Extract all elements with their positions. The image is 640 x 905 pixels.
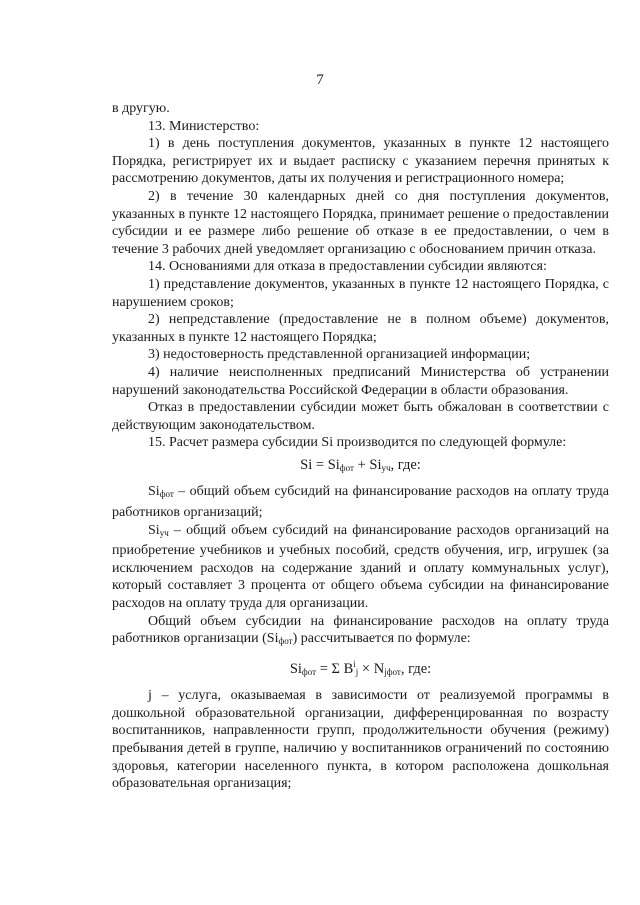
formula-si-fot-eq-sum: = Σ B — [316, 660, 354, 677]
paragraph-total-volume-tail: ) рассчитывается по формуле: — [292, 631, 471, 647]
formula-si — [112, 457, 609, 478]
definition-si-uch-text: – общий объем субсидий на финансирование расходов организаций на приобретение учебников и учебных пособий, средств обучения, игр, игрушек (за исключением расходов на содержание зданий и оплату коммунальных услуг), который составляет 3 процента от общего объема субсидии на финансирование расходов на оплату труда для организации. — [112, 522, 609, 612]
definition-si-fot-symbol: Si — [148, 484, 160, 500]
paragraph-total-volume — [112, 613, 609, 651]
formula-si-term2-sub: уч — [381, 462, 391, 473]
formula-si-plus: + — [353, 456, 370, 473]
definition-j: j – услуга, оказываемая в зависимости от реализуемой программы в дошкольной образовательной организации, дифференцированная по возрасту воспитанников, направленности групп, продолжительности обучения (режиму) пребывания детей в группе, наличию у воспитанников ограничений по состоянию здоровья, категории населенного пункта, в котором расположена дошкольная образовательная организация; — [112, 688, 609, 792]
paragraph-total-volume-text: Общий объем субсидии на финансирование расходов на оплату труда работников организации ( — [112, 613, 609, 647]
paragraph-refusal-appeal: Отказ в предоставлении субсидии может быть обжалован в соответствии с действующим законодательством. — [112, 400, 609, 433]
document-body — [112, 100, 609, 793]
formula-si-fot — [112, 656, 609, 681]
formula-si-fot-tail: , где: — [400, 660, 432, 677]
paragraph-continuation: в другую. — [112, 101, 170, 116]
definition-si-fot — [112, 483, 609, 521]
paragraph-14-item-1: 1) представление документов, указанных в пункте 12 настоящего Порядка, с нарушением сроков; — [112, 276, 609, 310]
formula-si-tail: , где: — [390, 456, 421, 473]
formula-si-term1: Si — [327, 456, 340, 473]
formula-si-lhs: Si — [300, 456, 313, 473]
formula-si-term2: Si — [369, 456, 382, 473]
paragraph-14-item-3: 3) недостоверность представленной организацией информации; — [148, 347, 531, 363]
definition-si-uch-sub: уч — [159, 527, 169, 538]
paragraph-total-volume-symbol: Si — [266, 631, 279, 647]
paragraph-total-volume-sub: фот — [278, 636, 293, 647]
formula-si-eq: = — [312, 456, 328, 473]
formula-si-fot-n-sub: jфот — [384, 666, 401, 677]
formula-si-fot-sub-j: j — [355, 666, 359, 677]
formula-si-fot-lhs: Si — [289, 660, 302, 677]
paragraph-14-item-4: 4) наличие неисполненных предписаний Министерства об устранении нарушений законодательства Российской Федерации в области образования. — [112, 364, 609, 398]
paragraph-14-item-2: 2) непредставление (предоставление не в полном объеме) документов, указанных в пункте 12 настоящего Порядка; — [112, 312, 609, 345]
definition-si-uch-symbol: Si — [148, 522, 160, 538]
paragraph-14-heading: 14. Основаниями для отказа в предоставлении субсидии являются: — [148, 259, 547, 275]
formula-si-fot-lhs-sub: фот — [301, 666, 317, 677]
formula-si-fot-sup-i: i — [353, 658, 356, 669]
paragraph-15-heading: 15. Расчет размера субсидии Si производится по следующей формуле: — [148, 435, 567, 451]
paragraph-13-item-2: 2) в течение 30 календарных дней со дня поступления документов, указанных в пункте 12 настоящего Порядка, принимает решение о предоставлении субсидии и ее размере либо решение об отказе в ее предоставлении, о чем в течение 3 рабочих дней уведомляет организацию с обоснованием причин отказа. — [112, 188, 609, 257]
paragraph-13-heading: 13. Министерство: — [148, 118, 260, 134]
page-number: 7 — [316, 72, 324, 88]
definition-si-fot-sub: фот — [159, 489, 174, 500]
definition-si-uch — [112, 522, 609, 613]
paragraph-13-item-1: 1) в день поступления документов, указанных в пункте 12 настоящего Порядка, регистрирует их и выдает расписку с указанием перечня принятых к рассмотрению документов, даты их получения и регистрационного номера; — [112, 136, 609, 187]
definition-si-fot-text: – общий объем субсидий на финансирование расходов на оплату труда работников организаций; — [112, 484, 609, 521]
formula-si-fot-times: × N — [358, 660, 385, 677]
formula-si-term1-sub: фот — [339, 462, 354, 473]
